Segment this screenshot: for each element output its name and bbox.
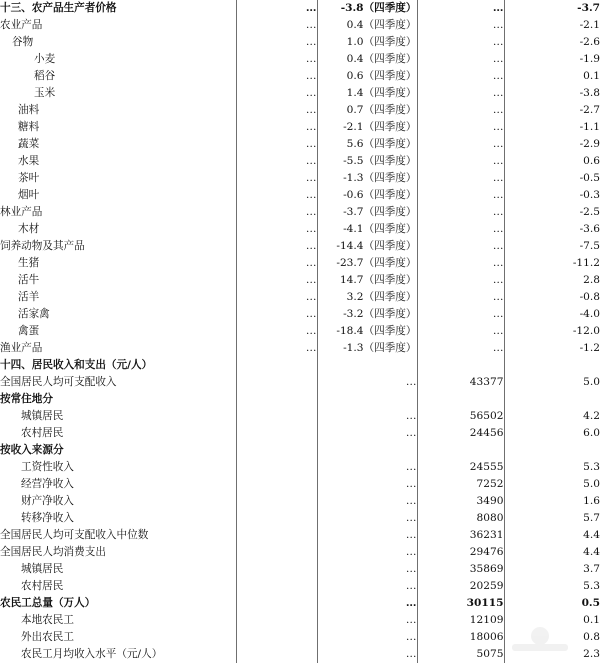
col3-value: [417, 442, 504, 459]
table-row: [0, 170, 600, 187]
col3-value: 18006: [417, 629, 504, 646]
col3-value: …: [417, 340, 504, 357]
row-label: 玉米: [0, 85, 236, 102]
col3-value: 12109: [417, 612, 504, 629]
col2-value: …: [317, 544, 417, 561]
table-row: [0, 561, 600, 578]
col1-value: [236, 629, 317, 646]
table-row: [0, 374, 600, 391]
col2-value: -3.8（四季度）: [317, 0, 417, 17]
col3-value: 8080: [417, 510, 504, 527]
col1-value: [236, 408, 317, 425]
col1-value: …: [236, 153, 317, 170]
table-row: [0, 527, 600, 544]
col4-value: -2.5: [579, 206, 600, 218]
col1-value: [236, 357, 317, 374]
table-row: [0, 51, 600, 68]
table-row: [0, 612, 600, 629]
table-row: [0, 68, 600, 85]
col2-value: …: [317, 646, 417, 663]
col1-value: [236, 374, 317, 391]
col3-value: …: [417, 136, 504, 153]
col3-value: …: [417, 272, 504, 289]
col4-value: 6.0: [583, 427, 600, 439]
col4-value: 2.3: [583, 648, 600, 660]
col4-value: -0.3: [579, 189, 600, 201]
col4-value: 0.1: [583, 614, 600, 626]
row-label: 蔬菜: [0, 136, 236, 153]
col3-value: 30115: [417, 595, 504, 612]
col2-value: -18.4（四季度）: [317, 323, 417, 340]
col2-value: -14.4（四季度）: [317, 238, 417, 255]
section-header-row: [0, 0, 600, 17]
col2-value: -0.6（四季度）: [317, 187, 417, 204]
table-row: [0, 187, 600, 204]
table-row: [0, 425, 600, 442]
col4-value: 2.8: [583, 274, 600, 286]
col2-value: …: [317, 561, 417, 578]
col2-value: 1.0（四季度）: [317, 34, 417, 51]
col2-value: …: [317, 578, 417, 595]
table-row: [0, 544, 600, 561]
col4-value: 0.1: [583, 70, 600, 82]
row-label: 活羊: [0, 289, 236, 306]
col3-value: [417, 391, 504, 408]
col1-value: [236, 459, 317, 476]
col1-value: …: [236, 34, 317, 51]
col2-value: 0.7（四季度）: [317, 102, 417, 119]
section-header-row: [0, 357, 600, 374]
table-row: [0, 102, 600, 119]
col2-value: [317, 442, 417, 459]
col1-value: [236, 544, 317, 561]
col3-value: …: [417, 187, 504, 204]
col3-value: 43377: [417, 374, 504, 391]
col3-value: …: [417, 221, 504, 238]
col4-value: [504, 391, 600, 408]
col2-value: 1.4（四季度）: [317, 85, 417, 102]
table-row: [0, 459, 600, 476]
table-row: [0, 408, 600, 425]
row-label: 城镇居民: [0, 561, 236, 578]
col3-value: 24456: [417, 425, 504, 442]
table-row: [0, 221, 600, 238]
col1-value: …: [236, 306, 317, 323]
col1-value: [236, 612, 317, 629]
table-row: [0, 255, 600, 272]
row-label: 农民工月均收入水平（元/人）: [0, 646, 236, 663]
col3-value: …: [417, 204, 504, 221]
col4-value: -3.8: [579, 87, 600, 99]
row-label: 稻谷: [0, 68, 236, 85]
col1-value: [236, 646, 317, 663]
col3-value: 20259: [417, 578, 504, 595]
col4-value: 0.5: [581, 597, 600, 609]
col1-value: …: [236, 68, 317, 85]
row-label: 糖料: [0, 119, 236, 136]
col1-value: [236, 595, 317, 612]
col2-value: …: [317, 527, 417, 544]
section-header-row: [0, 391, 600, 408]
col1-value: …: [236, 238, 317, 255]
col3-value: [417, 357, 504, 374]
row-label: 转移净收入: [0, 510, 236, 527]
col1-value: …: [236, 170, 317, 187]
col4-value: 4.4: [583, 529, 600, 541]
table-row: [0, 289, 600, 306]
table-row: [0, 323, 600, 340]
row-label: 禽蛋: [0, 323, 236, 340]
col4-value: -2.9: [579, 138, 600, 150]
col4-value: -3.6: [579, 223, 600, 235]
col4-value: -1.1: [579, 121, 600, 133]
col4-value: -0.8: [579, 291, 600, 303]
col2-value: …: [317, 612, 417, 629]
col1-value: …: [236, 272, 317, 289]
col3-value: 7252: [417, 476, 504, 493]
col4-value: [504, 357, 600, 374]
col2-value: 0.4（四季度）: [317, 17, 417, 34]
col4-value: 5.0: [583, 376, 600, 388]
row-label: 油料: [0, 102, 236, 119]
col3-value: …: [417, 323, 504, 340]
col4-value: 4.4: [583, 546, 600, 558]
col1-value: [236, 425, 317, 442]
col2-value: 0.6（四季度）: [317, 68, 417, 85]
col1-value: [236, 476, 317, 493]
table-row: [0, 578, 600, 595]
table-row: [0, 272, 600, 289]
row-label: 十四、居民收入和支出（元/人）: [0, 357, 236, 374]
col1-value: …: [236, 17, 317, 34]
table-row: [0, 646, 600, 663]
table-row: [0, 238, 600, 255]
row-label: 渔业产品: [0, 340, 236, 357]
row-label: 活牛: [0, 272, 236, 289]
col3-value: …: [417, 0, 504, 17]
table-row: [0, 85, 600, 102]
row-label: 按收入来源分: [0, 442, 236, 459]
col1-value: …: [236, 255, 317, 272]
col3-value: …: [417, 34, 504, 51]
col4-value: -3.7: [577, 2, 600, 14]
row-label: 财产净收入: [0, 493, 236, 510]
col1-value: …: [236, 204, 317, 221]
col2-value: [317, 357, 417, 374]
col2-value: -1.3（四季度）: [317, 340, 417, 357]
col2-value: …: [317, 476, 417, 493]
section-header-row: [0, 442, 600, 459]
col4-value: -4.0: [579, 308, 600, 320]
col4-value: -1.9: [579, 53, 600, 65]
col1-value: …: [236, 102, 317, 119]
table-row: [0, 629, 600, 646]
table-row: [0, 204, 600, 221]
row-label: 农村居民: [0, 425, 236, 442]
row-label: 按常住地分: [0, 391, 236, 408]
col1-value: …: [236, 289, 317, 306]
col2-value: [317, 391, 417, 408]
col2-value: -5.5（四季度）: [317, 153, 417, 170]
table-row: [0, 136, 600, 153]
row-label: 全国居民人均可支配收入: [0, 374, 236, 391]
col2-value: …: [317, 459, 417, 476]
row-label: 全国居民人均可支配收入中位数: [0, 527, 236, 544]
row-label: 工资性收入: [0, 459, 236, 476]
table-row: [0, 306, 600, 323]
col4-value: 0.8: [583, 631, 600, 643]
col3-value: 3490: [417, 493, 504, 510]
col3-value: 5075: [417, 646, 504, 663]
col4-value: -7.5: [579, 240, 600, 252]
col3-value: 36231: [417, 527, 504, 544]
row-label: 农民工总量（万人）: [0, 595, 236, 612]
col2-value: -3.7（四季度）: [317, 204, 417, 221]
col3-value: 56502: [417, 408, 504, 425]
col4-value: 4.2: [583, 410, 600, 422]
col3-value: …: [417, 102, 504, 119]
col1-value: [236, 578, 317, 595]
row-label: 活家禽: [0, 306, 236, 323]
col1-value: …: [236, 323, 317, 340]
row-label: 生猪: [0, 255, 236, 272]
table-row: [0, 493, 600, 510]
table-row: [0, 510, 600, 527]
col1-value: …: [236, 136, 317, 153]
col1-value: …: [236, 221, 317, 238]
col1-value: [236, 442, 317, 459]
col4-value: -2.1: [579, 19, 600, 31]
row-label: 农业产品: [0, 17, 236, 34]
col2-value: -3.2（四季度）: [317, 306, 417, 323]
col3-value: …: [417, 85, 504, 102]
col3-value: …: [417, 255, 504, 272]
col3-value: …: [417, 153, 504, 170]
col2-value: …: [317, 510, 417, 527]
col4-value: [504, 442, 600, 459]
col1-value: [236, 561, 317, 578]
col3-value: …: [417, 238, 504, 255]
section-header-row: [0, 595, 600, 612]
row-label: 木材: [0, 221, 236, 238]
col3-value: 35869: [417, 561, 504, 578]
row-label: 农村居民: [0, 578, 236, 595]
col2-value: 5.6（四季度）: [317, 136, 417, 153]
col1-value: …: [236, 51, 317, 68]
table-row: [0, 119, 600, 136]
row-label: 林业产品: [0, 204, 236, 221]
col2-value: 14.7（四季度）: [317, 272, 417, 289]
col4-value: 5.0: [583, 478, 600, 490]
row-label: 小麦: [0, 51, 236, 68]
col2-value: -1.3（四季度）: [317, 170, 417, 187]
col2-value: -2.1（四季度）: [317, 119, 417, 136]
table-row: [0, 34, 600, 51]
col2-value: …: [317, 595, 417, 612]
col2-value: …: [317, 493, 417, 510]
table-row: [0, 476, 600, 493]
col3-value: …: [417, 68, 504, 85]
col2-value: 3.2（四季度）: [317, 289, 417, 306]
col4-value: 3.7: [583, 563, 600, 575]
row-label: 经营净收入: [0, 476, 236, 493]
col3-value: 24555: [417, 459, 504, 476]
table-row: [0, 17, 600, 34]
col3-value: …: [417, 17, 504, 34]
col1-value: [236, 510, 317, 527]
col4-value: 5.3: [583, 580, 600, 592]
col4-value: 0.6: [583, 155, 600, 167]
col1-value: …: [236, 187, 317, 204]
row-label: 本地农民工: [0, 612, 236, 629]
col4-value: -2.6: [579, 36, 600, 48]
col2-value: …: [317, 374, 417, 391]
col2-value: -4.1（四季度）: [317, 221, 417, 238]
col4-value: -12.0: [572, 325, 600, 337]
row-label: 外出农民工: [0, 629, 236, 646]
col2-value: …: [317, 408, 417, 425]
row-label: 城镇居民: [0, 408, 236, 425]
col3-value: …: [417, 306, 504, 323]
col2-value: 0.4（四季度）: [317, 51, 417, 68]
row-label: 全国居民人均消费支出: [0, 544, 236, 561]
col2-value: …: [317, 425, 417, 442]
col4-value: 5.3: [583, 461, 600, 473]
col2-value: -23.7（四季度）: [317, 255, 417, 272]
col3-value: …: [417, 289, 504, 306]
row-label: 茶叶: [0, 170, 236, 187]
col2-value: …: [317, 629, 417, 646]
col3-value: 29476: [417, 544, 504, 561]
row-label: 水果: [0, 153, 236, 170]
col4-value: -1.2: [579, 342, 600, 354]
col3-value: …: [417, 170, 504, 187]
col1-value: [236, 391, 317, 408]
col3-value: …: [417, 119, 504, 136]
col1-value: …: [236, 0, 317, 17]
table-row: [0, 340, 600, 357]
row-label: 谷物: [0, 34, 236, 51]
col4-value: -11.2: [572, 257, 600, 269]
col3-value: …: [417, 51, 504, 68]
col1-value: …: [236, 85, 317, 102]
col4-value: 5.7: [583, 512, 600, 524]
table-row: [0, 153, 600, 170]
col1-value: …: [236, 340, 317, 357]
row-label: 饲养动物及其产品: [0, 238, 236, 255]
col4-value: -0.5: [579, 172, 600, 184]
col4-value: 1.6: [583, 495, 600, 507]
col1-value: …: [236, 119, 317, 136]
col1-value: [236, 493, 317, 510]
col1-value: [236, 527, 317, 544]
row-label: 烟叶: [0, 187, 236, 204]
col4-value: -2.7: [579, 104, 600, 116]
row-label: 十三、农产品生产者价格: [0, 0, 236, 17]
